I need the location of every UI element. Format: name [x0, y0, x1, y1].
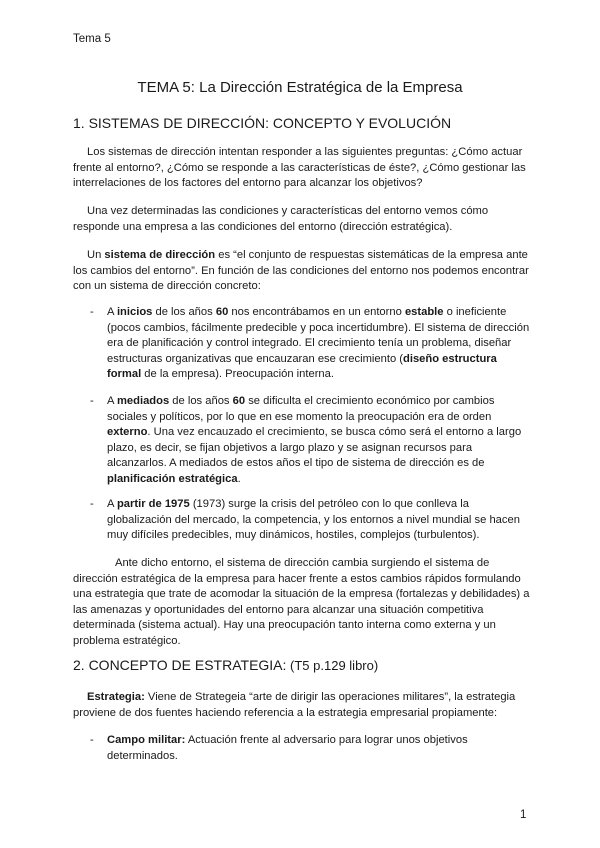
text-run: de los años — [152, 306, 216, 318]
bold-term: Campo militar: — [107, 734, 186, 746]
text-run: Un — [87, 249, 105, 261]
bullet-dash: - — [90, 498, 94, 510]
list-item-text — [107, 497, 530, 544]
bold-term: sistema de dirección — [104, 249, 216, 261]
bold-term: 60 — [215, 306, 229, 318]
bold-term: externo — [107, 426, 148, 438]
text-run: de la empresa). Preocupación interna. — [141, 368, 334, 380]
list-item — [90, 733, 530, 764]
heading-reference: (T5 p.129 libro) — [286, 658, 379, 673]
bold-term: diseño estructura formal — [107, 352, 497, 380]
text-run: nos encontrábamos en un entorno — [228, 306, 405, 318]
page-title: TEMA 5: La Dirección Estratégica de la Empresa — [137, 79, 463, 96]
text-run: . Una vez encauzado el crecimiento, se busca cómo será el entorno a largo plazo, es decir, se fijan objetivos a largo plazo y se asignan recursos para alcanzarlos. A mediados de estos años el tipo de sistema de dirección es de — [107, 426, 522, 469]
text-run: (1973) surge la crisis del petróleo con lo que conlleva la globalización del mercado, la competencia, y los entornos a nivel mundial se hacen muy difíciles predecibles, muy dinámicos, hostiles, complejos (turbulentos). — [107, 498, 520, 541]
bullet-dash: - — [90, 306, 94, 318]
bold-term: planificación estratégica — [107, 472, 238, 485]
text-run: se dificulta el crecimiento económico por cambios sociales y políticos, por lo que en ese momento la preocupación era de orden — [107, 395, 495, 423]
list-item — [90, 497, 530, 544]
text-run: . — [237, 472, 241, 485]
text-run: es “el conjunto de respuestas sistemáticas de la empresa ante los cambios del entorno”. En función de las condiciones del entorno nos podemos encontrar con un sistema de dirección concreto: — [73, 249, 529, 292]
section-1-paragraph-3 — [73, 248, 535, 295]
page-number: 1 — [520, 809, 527, 821]
text-run: A — [107, 395, 117, 407]
text-run: A — [107, 306, 117, 318]
list-item-text — [107, 305, 530, 383]
bullet-dash: - — [90, 395, 94, 407]
list-item — [90, 305, 530, 383]
section-1-paragraph-4: Ante dicho entorno, el sistema de dirección cambia surgiendo el sistema de dirección estratégica de la empresa para hacer frente a estos cambios rápidos formulando una estrategia que trate de acomodar la situación de la empresa (fortalezas y debilidades) a las amenazas y oportunidades del entorno para alcanzar una situación competitiva determinada (sistema actual). Hay una preocupación tanto interna como externa y un problema estratégico. — [73, 557, 530, 647]
bold-term: inicios — [116, 306, 153, 318]
bold-term: Estrategia: — [87, 691, 145, 703]
bold-term: mediados — [116, 395, 170, 407]
bold-term: 60 — [232, 395, 246, 407]
bold-term: estable — [404, 306, 444, 318]
text-run: A — [107, 498, 117, 510]
list-item-text — [107, 733, 530, 764]
heading-text: 2. CONCEPTO DE ESTRATEGIA: — [73, 657, 287, 673]
text-run: o ineficiente (pocos cambios, fácilmente predecible y poca incertidumbre). El sistema de dirección era de planificación y control integrado. El crecimiento tenía un problema, diseñar estructuras organizativas que encauzaran ese crecimiento ( — [107, 306, 530, 365]
list-item — [90, 394, 530, 487]
section-2-heading — [73, 657, 378, 673]
text-run: Actuación frente al adversario para lograr unos objetivos determinados. — [107, 734, 468, 762]
bullet-dash: - — [90, 734, 94, 746]
section-1-paragraph-2: Una vez determinadas las condiciones y características del entorno vemos cómo responde una empresa a las condiciones del entorno (dirección estratégica). — [73, 205, 489, 233]
text-run: Viene de Strategeia “arte de dirigir las operaciones militares”, la estrategia proviene de dos fuentes haciendo referencia a la estrategia empresarial propiamente: — [73, 691, 516, 719]
bold-term: partir de 1975 — [116, 498, 190, 510]
section-2-paragraph-1 — [73, 690, 535, 721]
section-1-paragraph-1: Los sistemas de dirección intentan responder a las siguientes preguntas: ¿Cómo actuar frente al entorno?, ¿Cómo se responde a las características de éste?, ¿Cómo gestionar las interrelaciones de los factores del entorno para alcanzar los objetivos? — [73, 146, 526, 189]
list-item-text — [107, 394, 530, 487]
running-header: Tema 5 — [73, 33, 111, 45]
section-1-heading: 1. SISTEMAS DE DIRECCIÓN: CONCEPTO Y EVOLUCIÓN — [73, 115, 452, 131]
text-run: de los años — [169, 395, 233, 407]
